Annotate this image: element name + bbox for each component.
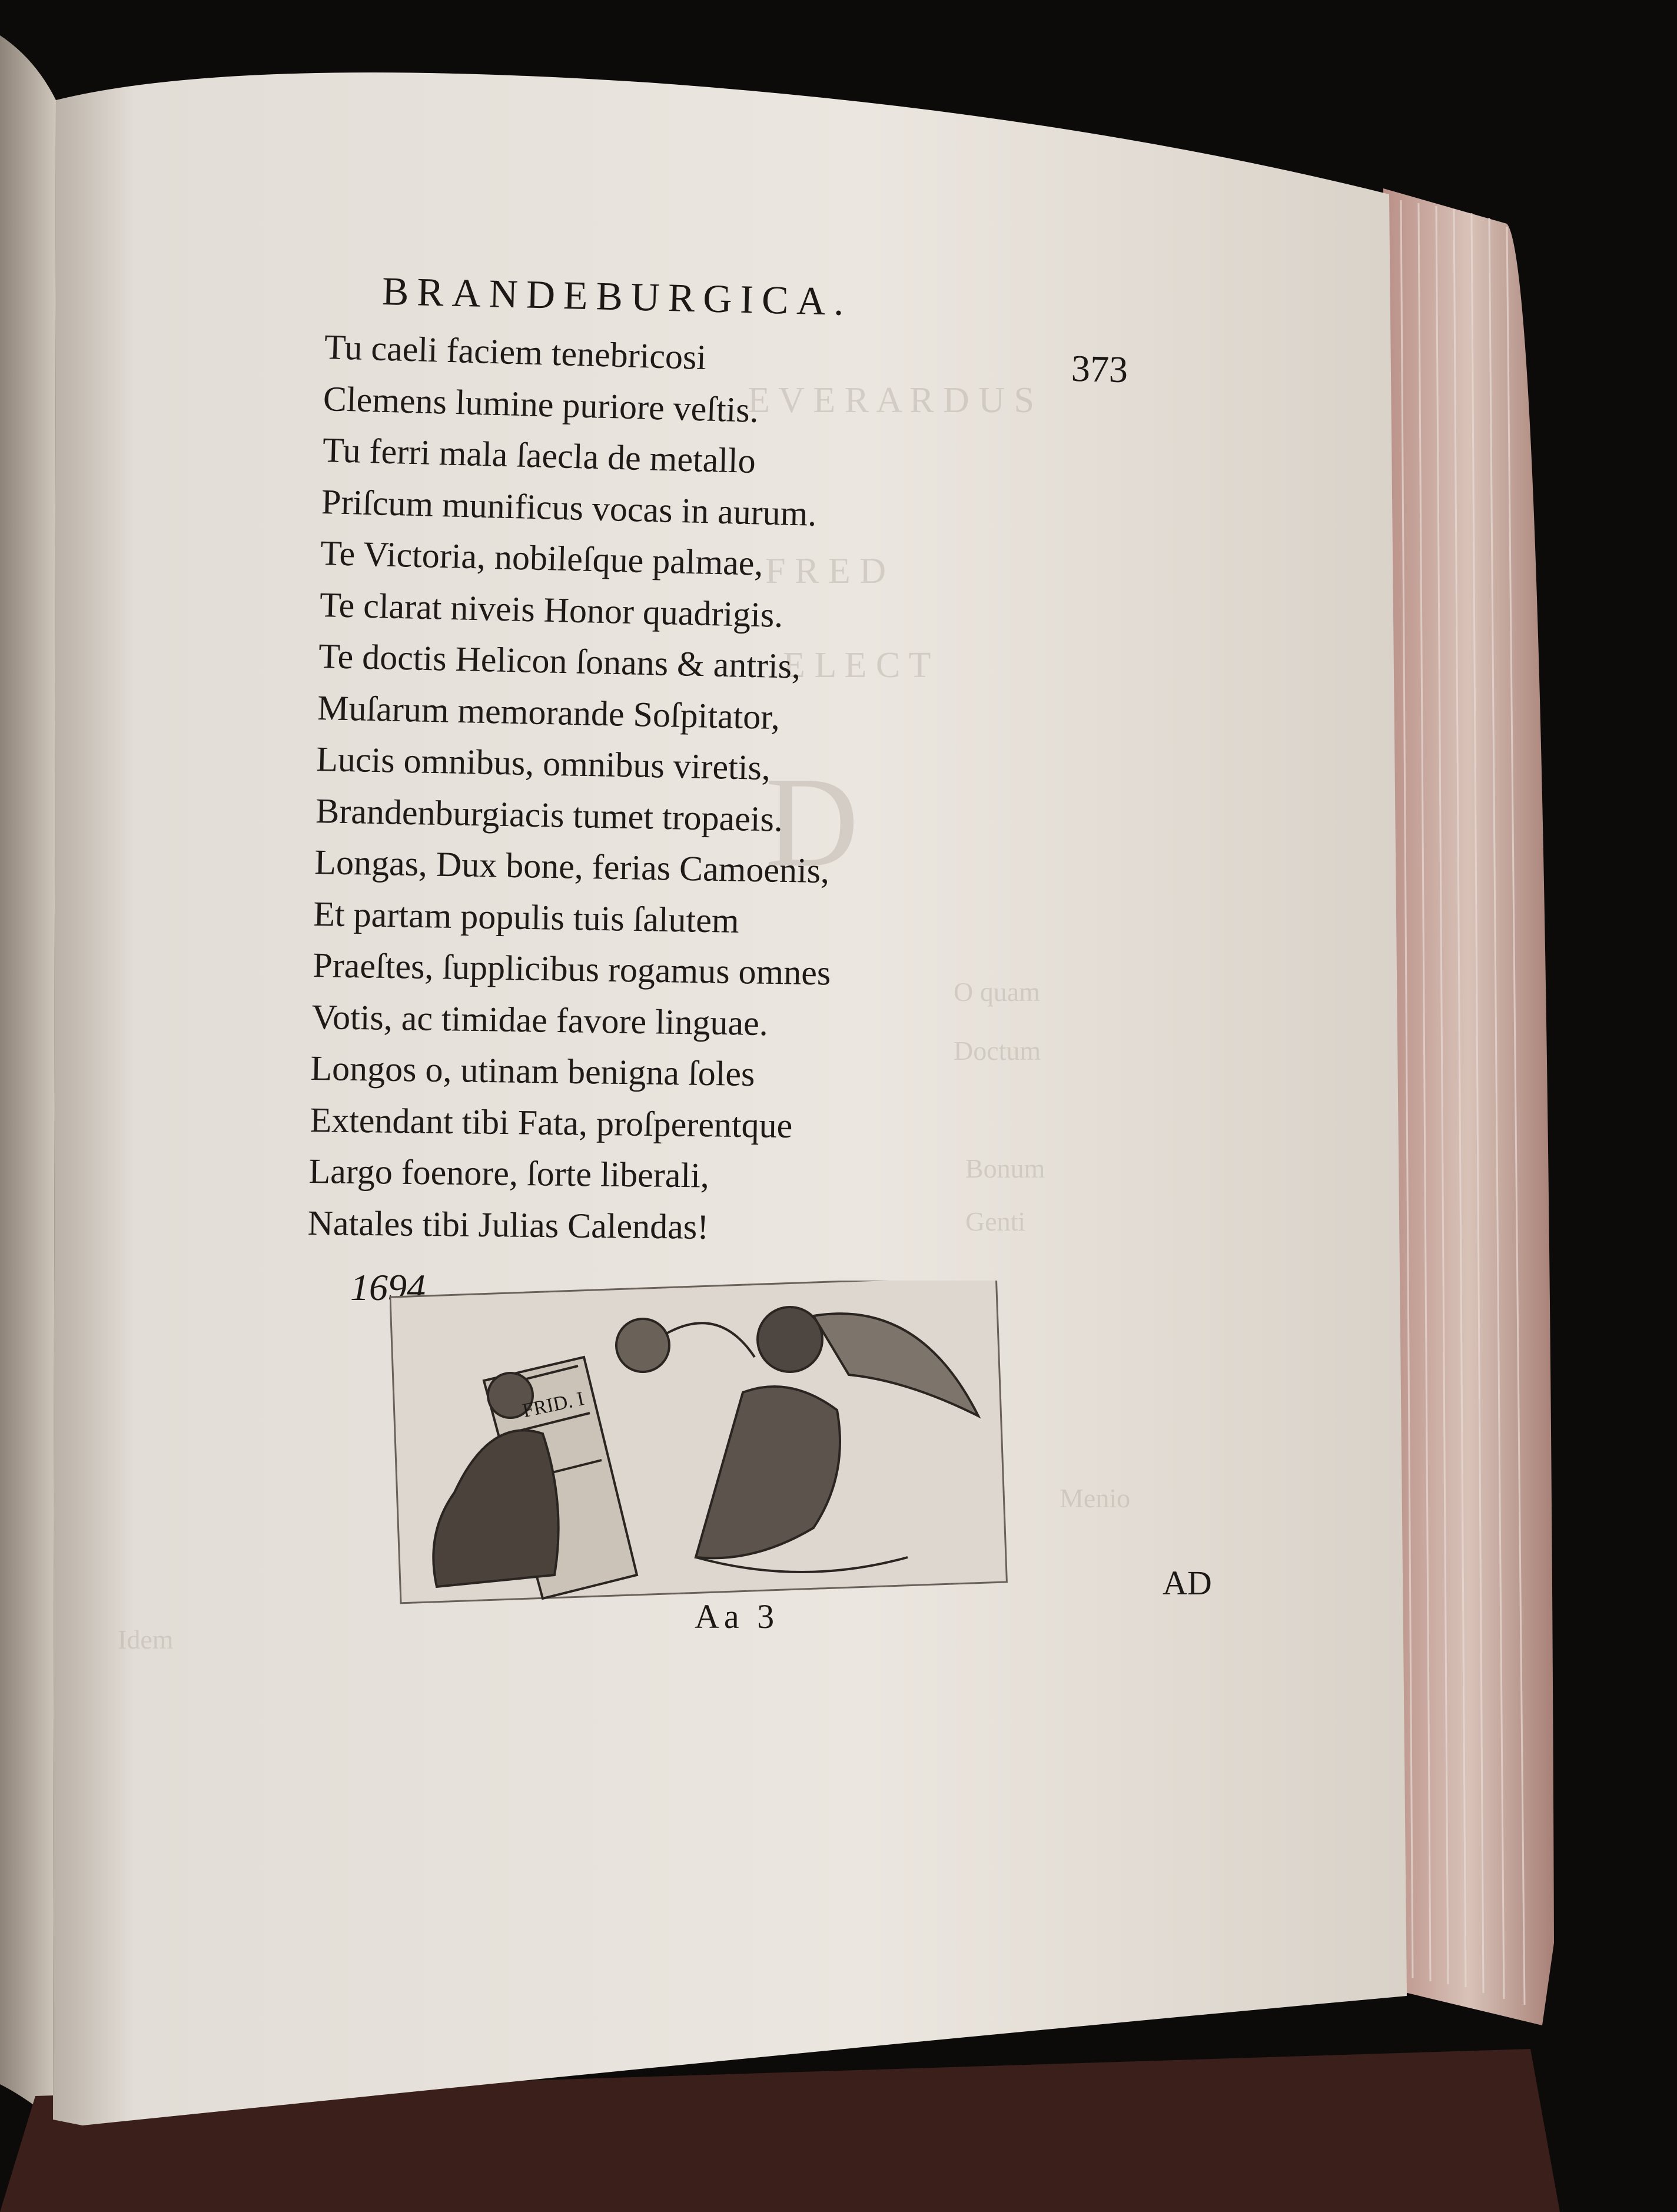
svg-text:D: D [765,750,859,894]
running-title: BRANDEBURGICA. [381,268,853,324]
poem-line: Et partam populis tuis ſalutem [313,894,740,940]
svg-text:E V E R A R D U S: E V E R A R D U S [748,380,1034,420]
poem-line: Lucis omnibus, omnibus viretis, [316,739,771,788]
poem-line: Natales tibi Julias Calendas! [307,1203,709,1246]
poem-year: 1694. [350,1266,435,1308]
poem-line: Priſcum munificus vocas in aurum. [321,482,818,533]
poem-line: Te Victoria, nobileſque palmae, [320,533,764,583]
page-block-edges [1383,188,1554,2025]
poem-line: Praeſtes, ſupplicibus rogamus omnes [312,945,831,993]
poem-line: Tu ferri mala ſaecla de metallo [321,430,756,480]
svg-text:Genti: Genti [965,1206,1026,1236]
svg-text:E L E C T: E L E C T [783,645,931,685]
poem-line: Extendant tibi Fata, proſperentque [309,1100,793,1145]
svg-text:Menio: Menio [1060,1483,1131,1513]
poem-line: Votis, ac timidae favore linguae. [311,997,769,1043]
svg-text:Doctum: Doctum [954,1036,1041,1066]
poem-line: Te clarat niveis Honor quadrigis. [318,585,783,635]
poem-line: Longos o, utinam benigna ſoles [310,1048,756,1094]
poem-line: Longas, Dux bone, ferias Camoenis, [314,842,830,891]
signature-mark: Aa 3 [695,1597,779,1636]
poem-line: Muſarum memorande Soſpitator, [317,688,781,737]
svg-text:Idem: Idem [118,1624,174,1654]
svg-text:Bonum: Bonum [965,1153,1045,1183]
poem-line: Te doctis Helicon ſonans & antris, [318,636,801,686]
right-page [53,72,1407,2125]
poem-line: Largo foenore, ſorte liberali, [308,1151,710,1195]
svg-text:O quam: O quam [954,977,1040,1007]
page-number: 373 [1071,347,1128,391]
left-page-edge [0,35,56,2120]
engraved-vignette [390,1281,1008,1610]
poem-line: Clemens lumine puriore veſtis. [323,379,759,430]
svg-text:F R E D: F R E D [765,551,886,591]
tablet-text: FRID. I [520,1388,586,1422]
catchword: AD [1163,1564,1212,1602]
poem-line: Tu caeli faciem tenebricosi [324,327,707,377]
poem-line: Brandenburgiacis tumet tropaeis. [315,791,783,839]
